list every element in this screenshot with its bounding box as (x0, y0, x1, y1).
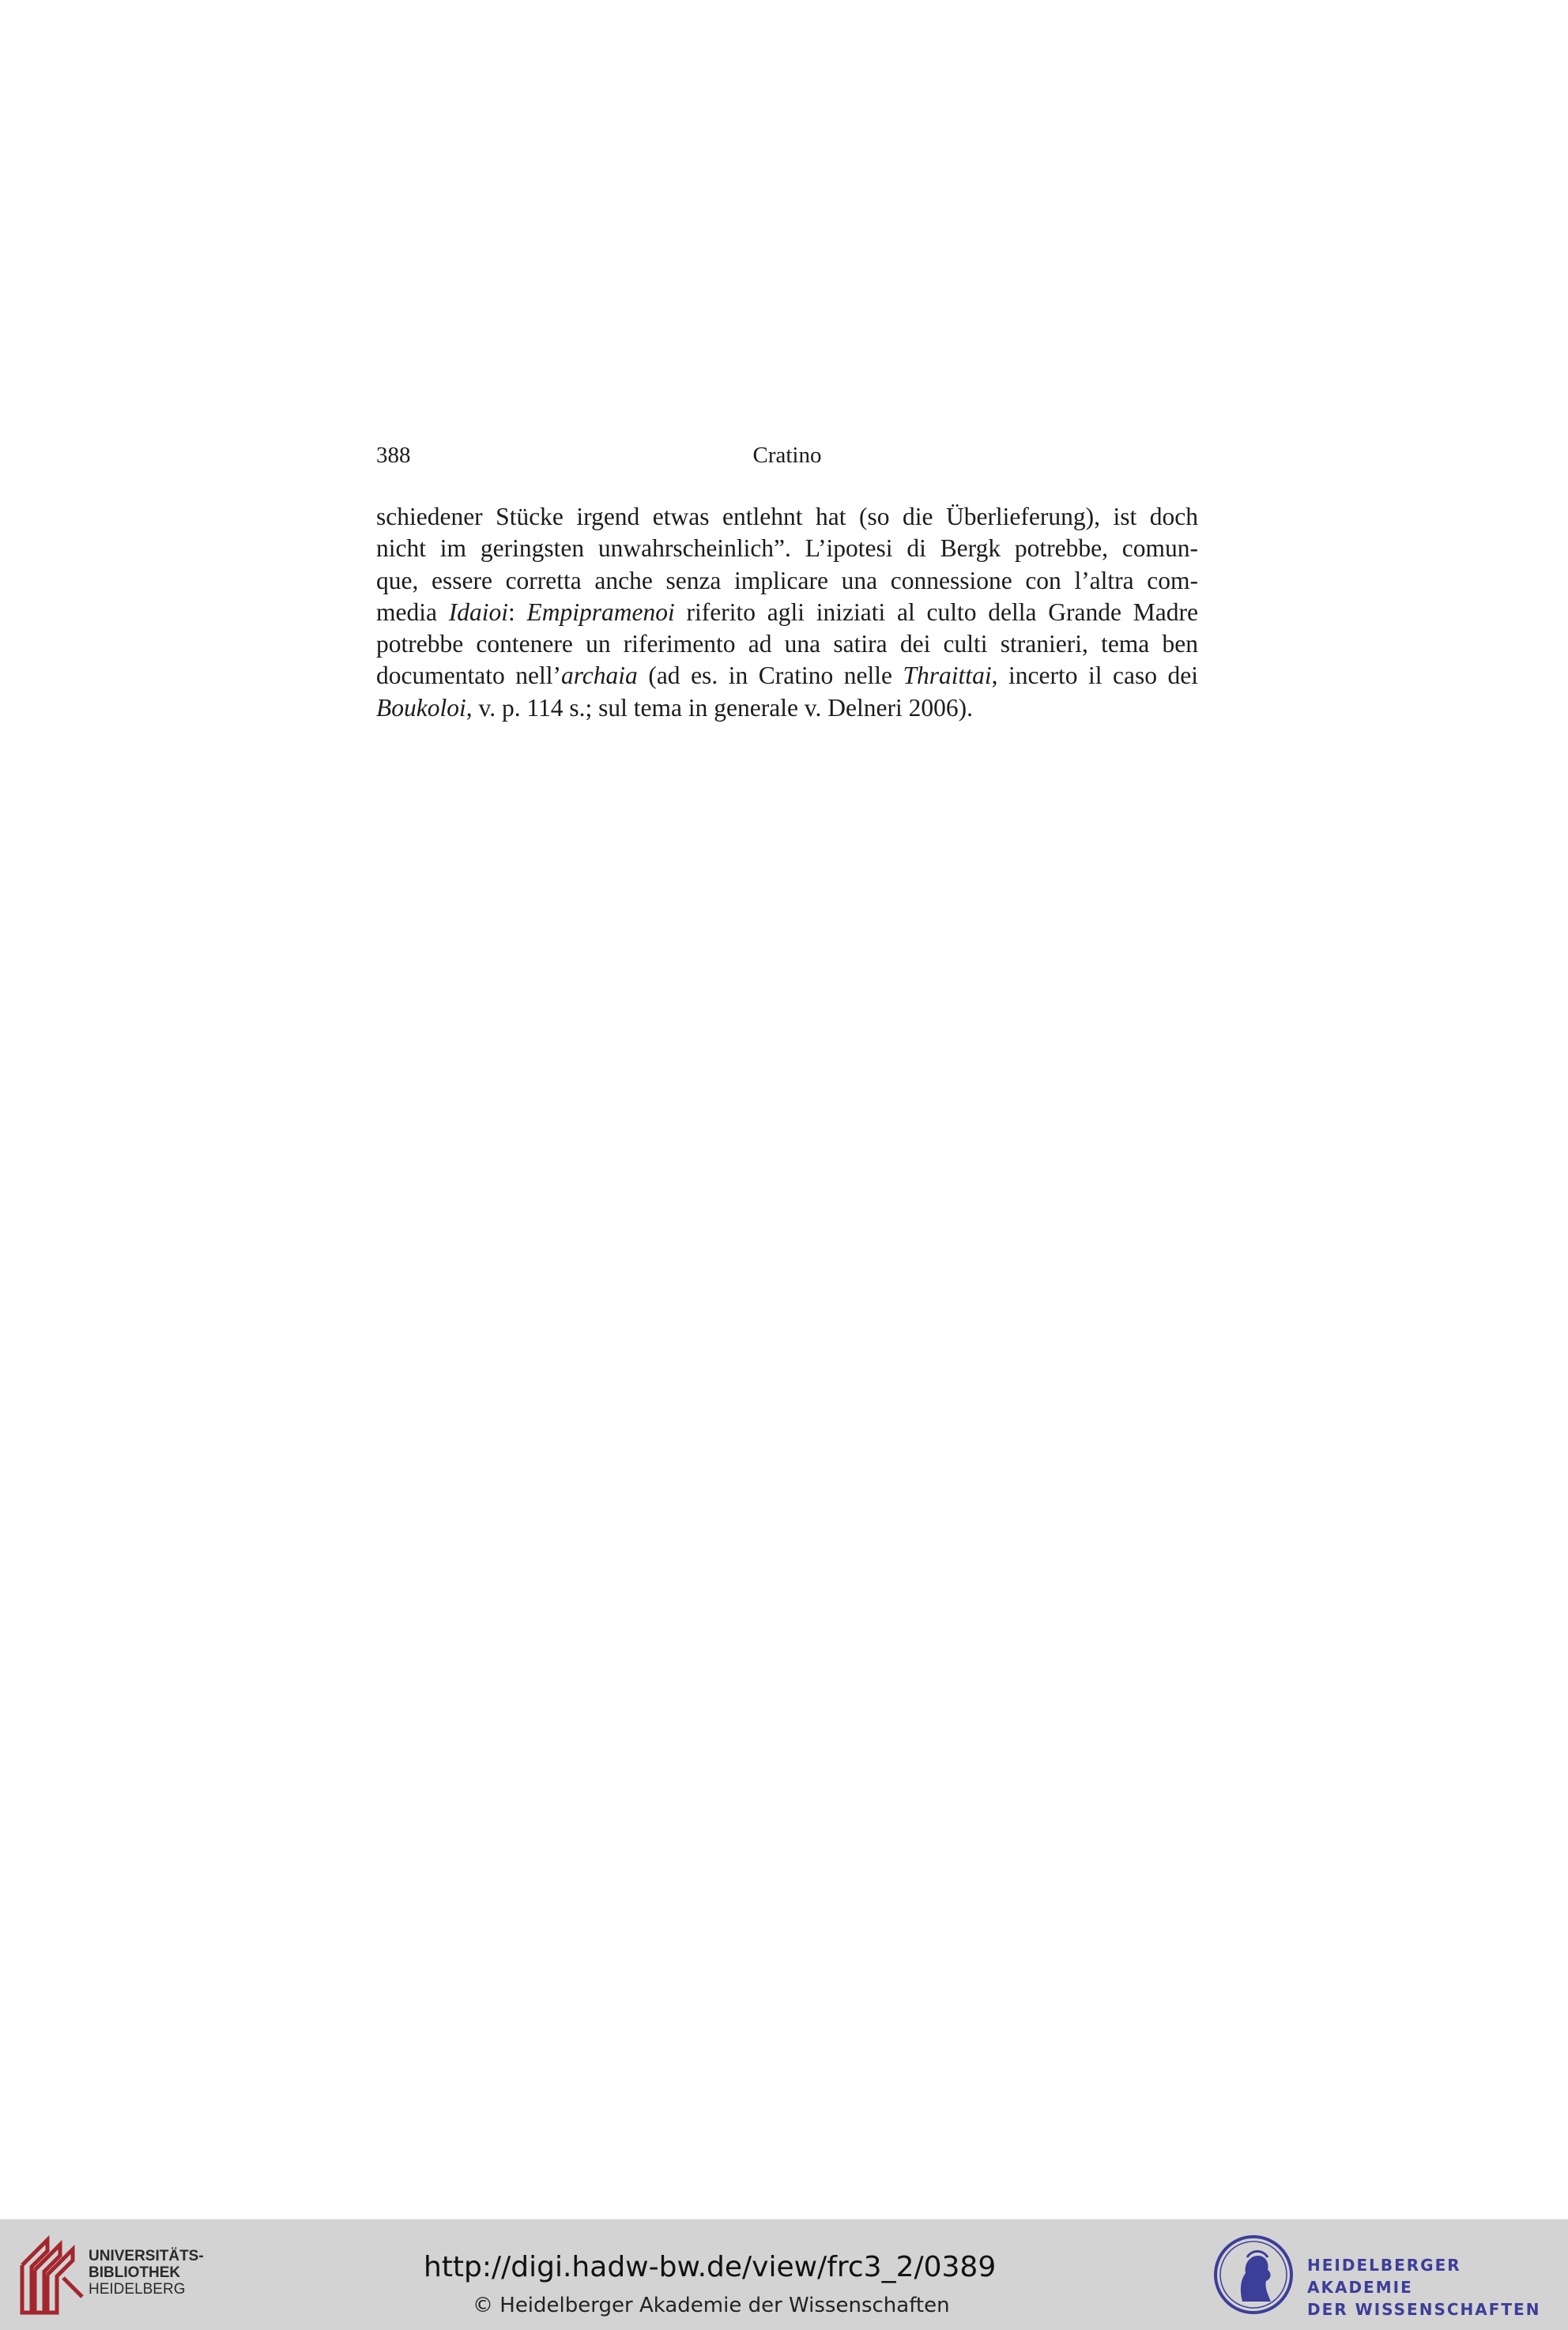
text-line-6 (376, 660, 1198, 692)
body-paragraph (376, 501, 1198, 724)
title-empipramenoi: Empipramenoi (526, 598, 675, 626)
text-line-3 (376, 565, 1198, 597)
text-line-1 (376, 501, 1198, 533)
permalink-url[interactable]: http://digi.hadw-bw.de/view/frc3_2/0389 (424, 2251, 997, 2283)
title-idaioi: Idaioi (448, 598, 508, 626)
text-line-5 (376, 628, 1198, 660)
text-line-2-content: nicht im geringsten unwahrscheinlich”. L’ipotesi di Bergk potrebbe, comun- (376, 534, 1198, 563)
text-line-4-part-c: : (508, 598, 527, 626)
ub-heidelberg-logo-icon (16, 2234, 87, 2316)
text-line-6-part-e: , incerto il caso dei (991, 662, 1198, 690)
text-line-6-part-a: documentato nell’ (376, 662, 561, 690)
hadw-wordmark-line-2: DER WISSENSCHAFTEN (1307, 2300, 1541, 2319)
title-boukoloi: Boukoloi (376, 693, 466, 722)
term-archaia: archaia (560, 662, 638, 690)
text-line-7-part-b: , v. p. 114 s.; sul tema in generale v. Delneri 2006). (466, 693, 973, 722)
text-line-3-content: que, essere corretta anche senza implicare una connessione con l’altra com- (376, 566, 1198, 594)
running-title: Cratino (752, 443, 822, 468)
text-line-5-content: potrebbe contenere un riferimento ad una satira dei culti stranieri, tema ben (376, 630, 1198, 658)
ub-wordmark-line-3: HEIDELBERG (89, 2281, 186, 2298)
page-number: 388 (376, 443, 411, 468)
hadw-wordmark (1307, 2254, 1568, 2321)
ub-heidelberg-wordmark (89, 2248, 204, 2298)
text-line-4 (376, 597, 1198, 628)
title-thraittai: Thraittai (903, 662, 992, 690)
ub-wordmark-line-1: UNIVERSITÄTS- (89, 2248, 204, 2264)
ub-wordmark-line-2: BIBLIOTHEK (89, 2264, 181, 2281)
hadw-wordmark-line-1: HEIDELBERGER AKADEMIE (1307, 2256, 1461, 2297)
digitization-footer (0, 2219, 1568, 2330)
running-head (376, 439, 1198, 471)
text-line-6-part-c: (ad es. in Cratino nelle (637, 662, 903, 690)
copyright-notice: © Heidelberger Akademie der Wissenschaften (473, 2294, 950, 2317)
hadw-seal-icon (1212, 2234, 1295, 2316)
text-line-4-part-a: media (376, 598, 449, 626)
text-line-4-part-e: riferito agli iniziati al culto della Grande Madre (674, 598, 1198, 626)
text-line-7 (376, 692, 1198, 724)
text-line-1-content: schiedener Stücke irgend etwas entlehnt hat (so die Überlieferung), ist doch (376, 503, 1198, 530)
text-line-2 (376, 533, 1198, 564)
